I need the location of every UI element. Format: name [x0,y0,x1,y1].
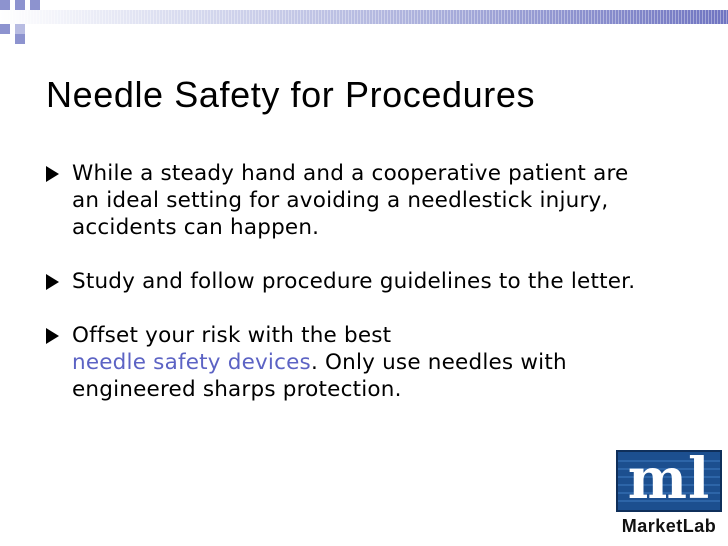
header-square [15,0,25,10]
bullet-arrow-icon [46,166,59,182]
bullet-item [46,160,656,241]
bullet-item [46,268,656,295]
needle-safety-devices-link[interactable]: needle safety devices [72,350,311,375]
bullet-text-before: Offset your risk with the best [72,323,392,348]
logo-mark: ml [627,450,711,512]
header-gradient-bar [0,10,728,24]
header-square [0,24,10,34]
bullet-arrow-icon [46,274,59,290]
bullet-text: Study and follow procedure guidelines to the letter. [72,269,636,294]
bullet-text-after: . Only use needles with engineered sharps protection. [72,350,567,402]
header-square [0,0,10,10]
bullet-arrow-icon [46,328,59,344]
header-square [15,24,25,34]
bullet-item [46,322,656,403]
header-decoration [0,0,728,44]
bullet-list [46,160,656,430]
header-square [15,34,25,44]
bullet-text: While a steady hand and a cooperative patient are an ideal setting for avoiding a needlestick injury, accidents can happen. [72,161,629,240]
logo-wordmark: MarketLab [621,516,717,536]
marketlab-logo [612,450,726,546]
logo-badge [616,450,722,512]
header-square [30,0,40,10]
slide-title: Needle Safety for Procedures [46,74,536,115]
